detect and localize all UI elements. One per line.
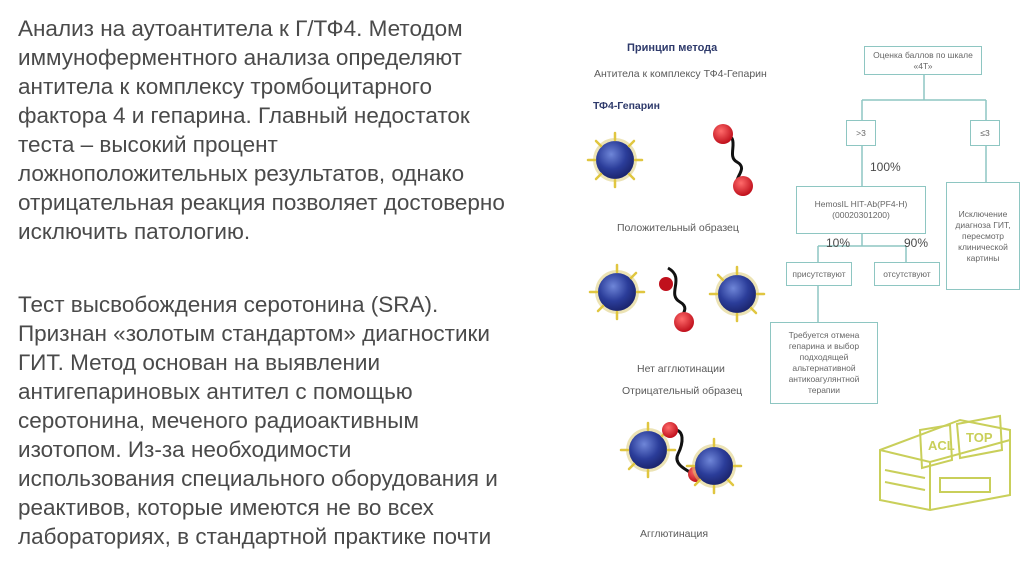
text-line: антитела к комплексу тромбоцитарного	[18, 74, 433, 99]
text-line: иммуноферментного анализа определяют	[18, 45, 462, 70]
antibody-chain	[713, 124, 753, 196]
method-subtitle: Антитела к комплексу ТФ4-Гепарин	[594, 68, 767, 80]
agglutination-label: Агглютинация	[640, 528, 709, 540]
flow-box-score: Оценка баллов по шкале «4Т»	[864, 46, 982, 75]
bead-ring	[590, 265, 644, 319]
text-line: серотонина, меченого радиоактивным	[18, 408, 419, 433]
flow-box-stop-heparin: Требуется отмена гепарина и выбор подходящей альтернативной антикоагулянтной терапии	[770, 322, 878, 404]
antibody-chain	[659, 268, 694, 332]
text-line: Признан «золотым стандартом» диагностики	[18, 321, 490, 346]
flow-box-absent: отсутствуют	[874, 262, 940, 286]
flow-box-exclude: Исключение диагноза ГИТ, пересмотр клинической картины	[946, 182, 1020, 290]
text-line: исключить патологию.	[18, 219, 251, 244]
text-line: реактивов, которые имеются не во всех	[18, 495, 434, 520]
flow-box-gt3: >3	[846, 120, 876, 146]
bead-ring	[710, 267, 764, 321]
flow-box-le3: ≤3	[970, 120, 1000, 146]
text-line: изотопом. Из-за необходимости	[18, 437, 352, 462]
method-title: Принцип метода	[627, 42, 718, 54]
text-line: использования специального оборудования и	[18, 466, 498, 491]
text-line: антигепариновых антител с помощью	[18, 379, 413, 404]
positive-sample-label: Положительный образец	[617, 222, 739, 234]
percent-100: 100%	[870, 160, 901, 174]
text-line: фактора 4 и гепарина. Главный недостаток	[18, 103, 470, 128]
text-line: ложноположительных результатов, однако	[18, 161, 465, 186]
no-agglutination-label: Нет агглютинации	[637, 363, 725, 375]
analyzer-brand-acl: ACL	[928, 438, 955, 453]
text-line: теста – высокий процент	[18, 132, 278, 157]
text-line: отрицательная реакция позволяет достоверно	[18, 190, 505, 215]
text-line: лабораториях, в стандартной практике почти	[18, 524, 492, 549]
flow-box-present: присутствуют	[786, 262, 852, 286]
text-line: Тест высвобождения серотонина (SRA).	[18, 292, 439, 317]
text-line: ГИТ. Метод основан на выявлении	[18, 350, 381, 375]
text-line: Анализ на аутоантитела к Г/ТФ4. Методом	[18, 16, 463, 41]
percent-10: 10%	[826, 236, 851, 250]
bead-ring	[588, 133, 642, 187]
analyzer-brand-top: TOP	[966, 430, 993, 445]
bead-ring	[687, 439, 741, 493]
negative-sample-label: Отрицательный образец	[622, 385, 743, 397]
flow-box-hemosil: HemosIL HIT-Ab(PF4-H) (00020301200)	[796, 186, 926, 234]
complex-label: ТФ4-Гепарин	[593, 100, 660, 112]
percent-90: 90%	[904, 236, 929, 250]
